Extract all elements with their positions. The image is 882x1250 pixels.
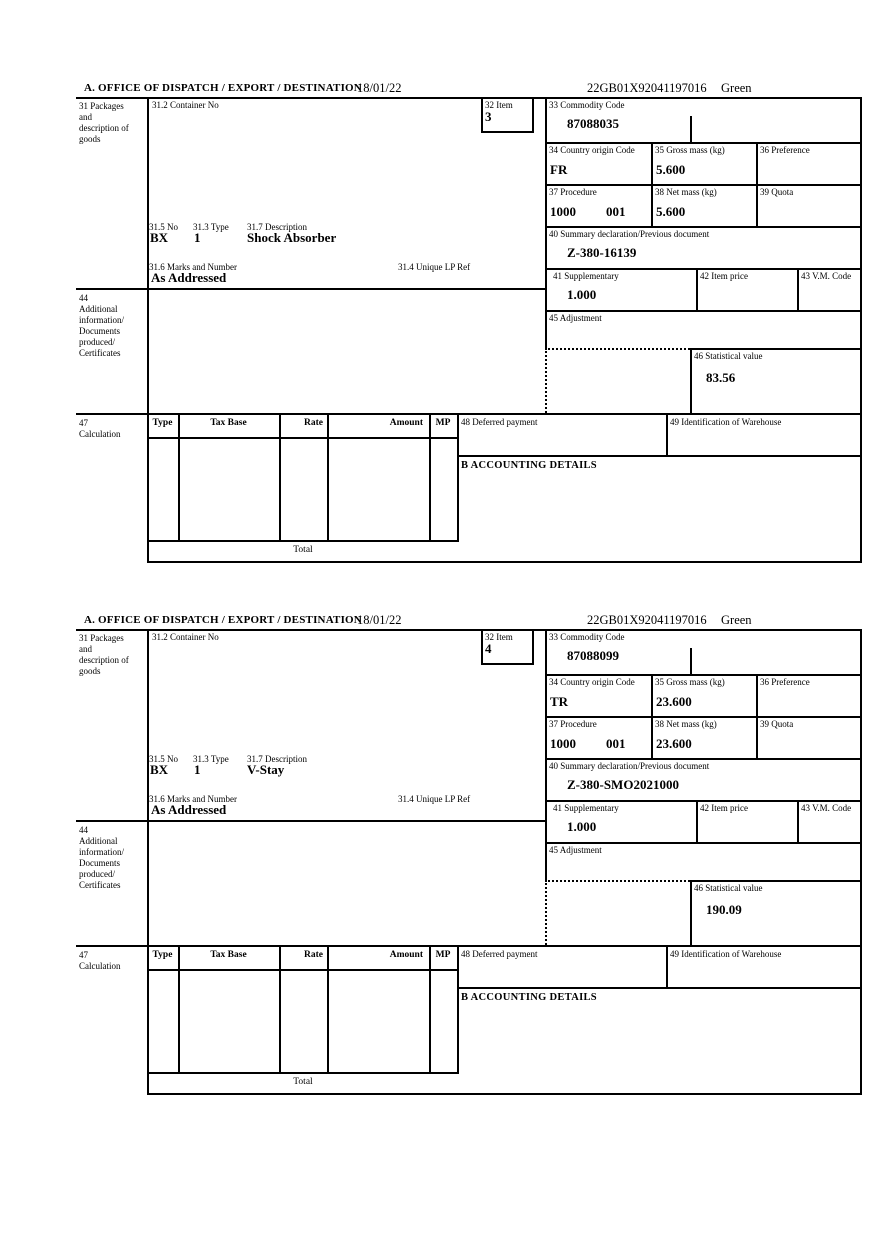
- calc-header-amount: Amount: [389, 418, 423, 428]
- package-type-label: 31.3 Type: [193, 222, 229, 232]
- calc-col1-divider: [178, 413, 180, 540]
- box40-bottom: [545, 268, 862, 270]
- box41-label: 41 Supplementary: [553, 803, 619, 813]
- lp-ref-label: 31.4 Unique LP Ref: [398, 262, 471, 272]
- country-origin-code: FR: [550, 162, 568, 177]
- calc-header-mp: MP: [435, 418, 451, 428]
- calc-right-border: [457, 413, 459, 540]
- box48-label: 48 Deferred payment: [461, 949, 538, 959]
- calc-header-amount: Amount: [389, 950, 423, 960]
- bottom-border: [147, 561, 862, 563]
- movement-reference: 22GB01X92041197016: [587, 81, 707, 95]
- lp-ref-label: 31.4 Unique LP Ref: [398, 794, 471, 804]
- box38-label: 38 Net mass (kg): [655, 187, 717, 197]
- package-kind: BX: [150, 230, 169, 245]
- supplementary-units: 1.000: [567, 819, 597, 834]
- box45-label: 45 Adjustment: [549, 845, 602, 855]
- calc-header-type: Type: [152, 950, 173, 960]
- separator-31-44: [76, 288, 547, 290]
- box33-bottom: [545, 142, 862, 144]
- net-mass: 23.600: [656, 736, 692, 751]
- box48-bottom: [457, 987, 862, 989]
- marks-value: As Addressed: [151, 802, 227, 817]
- calc-total-label: Total: [293, 545, 313, 555]
- row34-bottom: [545, 716, 862, 718]
- right-border: [860, 629, 862, 1095]
- accounting-details-label: B ACCOUNTING DETAILS: [461, 460, 597, 471]
- row37-bottom: [545, 758, 862, 760]
- box45-bottom-dotted: [545, 348, 690, 350]
- box36-label: 36 Preference: [760, 145, 810, 155]
- box47-label: Calculation: [79, 429, 121, 439]
- box36-label: 36 Preference: [760, 677, 810, 687]
- box47-number: 47: [79, 950, 88, 960]
- box37-label: 37 Procedure: [549, 719, 597, 729]
- box33-label: 33 Commodity Code: [549, 632, 625, 642]
- col-41-42-divider: [696, 268, 698, 310]
- left-inner-border: [147, 97, 149, 563]
- box47-label: Calculation: [79, 961, 121, 971]
- box37-label: 37 Procedure: [549, 187, 597, 197]
- box48-49-divider: [666, 945, 668, 987]
- box31-2-label: 31.2 Container No: [152, 100, 219, 110]
- package-type-label: 31.3 Type: [193, 754, 229, 764]
- box47-number: 47: [79, 418, 88, 428]
- bottom-border: [147, 1093, 862, 1095]
- net-mass: 5.600: [656, 204, 686, 219]
- item-number: 4: [485, 641, 492, 656]
- marks-label: 31.6 Marks and Number: [149, 794, 237, 804]
- marks-value: As Addressed: [151, 270, 227, 285]
- package-kind-label: 31.5 No: [149, 222, 178, 232]
- row41-bottom: [545, 842, 862, 844]
- section-a-title: A. OFFICE OF DISPATCH / EXPORT / DESTINATION: [84, 614, 362, 626]
- box31-2-label: 31.2 Container No: [152, 632, 219, 642]
- box33-bottom: [545, 674, 862, 676]
- calc-right-border: [457, 945, 459, 1072]
- box42-label: 42 Item price: [700, 803, 748, 813]
- top-border: [76, 629, 862, 631]
- routing-status: Green: [721, 81, 752, 95]
- calc-col3-divider: [327, 413, 329, 540]
- calc-header-type: Type: [152, 418, 173, 428]
- box42-label: 42 Item price: [700, 271, 748, 281]
- statistical-value: 190.09: [706, 902, 742, 917]
- calc-header-rate: Rate: [304, 950, 323, 960]
- gross-mass: 5.600: [656, 162, 686, 177]
- box32-label: 32 Item: [485, 100, 513, 110]
- box44-number: 44: [79, 293, 88, 303]
- right-border: [860, 97, 862, 563]
- box46-label: 46 Statistical value: [694, 883, 763, 893]
- right-column-left-border: [545, 97, 547, 350]
- col-42-43-divider: [797, 800, 799, 842]
- calc-header-rate: Rate: [304, 418, 323, 428]
- col-42-43-divider: [797, 268, 799, 310]
- routing-status: Green: [721, 613, 752, 627]
- calc-header-tax-base: Tax Base: [210, 418, 247, 428]
- left-inner-border: [147, 629, 149, 1095]
- procedure-code-2: 001: [606, 736, 626, 751]
- box46-top: [690, 348, 862, 350]
- dispatch-date: 18/01/22: [357, 81, 402, 95]
- supplementary-units: 1.000: [567, 287, 597, 302]
- box40-bottom: [545, 800, 862, 802]
- statistical-value: 83.56: [706, 370, 736, 385]
- box48-label: 48 Deferred payment: [461, 417, 538, 427]
- box32-label: 32 Item: [485, 632, 513, 642]
- calc-header-tax-base: Tax Base: [210, 950, 247, 960]
- movement-reference: 22GB01X92041197016: [587, 613, 707, 627]
- procedure-code: 1000: [550, 736, 576, 751]
- box33-label: 33 Commodity Code: [549, 100, 625, 110]
- calc-col4-divider: [429, 945, 431, 1072]
- package-kind: BX: [150, 762, 169, 777]
- box31-label: 31 Packages and description of goods: [79, 101, 129, 144]
- calc-table-bottom: [147, 1072, 459, 1074]
- box39-label: 39 Quota: [760, 719, 794, 729]
- box49-label: 49 Identification of Warehouse: [670, 949, 782, 959]
- commodity-code: 87088035: [567, 116, 619, 131]
- box44-label: Additional information/ Documents produced/ Certificates: [79, 304, 124, 358]
- calc-header-separator: [147, 437, 459, 439]
- box40-label: 40 Summary declaration/Previous document: [549, 761, 710, 771]
- box31-label: 31 Packages and description of goods: [79, 633, 129, 676]
- package-type-count: 1: [194, 762, 201, 777]
- gross-mass: 23.600: [656, 694, 692, 709]
- stat-area-left-dotted: [545, 348, 547, 413]
- box44-number: 44: [79, 825, 88, 835]
- calc-table-bottom: [147, 540, 459, 542]
- box41-label: 41 Supplementary: [553, 271, 619, 281]
- row41-bottom: [545, 310, 862, 312]
- box46-left: [690, 880, 692, 945]
- box46-label: 46 Statistical value: [694, 351, 763, 361]
- calc-total-label: Total: [293, 1077, 313, 1087]
- goods-description-label: 31.7 Description: [247, 222, 307, 232]
- box35-label: 35 Gross mass (kg): [655, 145, 725, 155]
- box34-label: 34 Country origin Code: [549, 145, 635, 155]
- calc-col2-divider: [279, 413, 281, 540]
- calc-header-mp: MP: [435, 950, 451, 960]
- box35-label: 35 Gross mass (kg): [655, 677, 725, 687]
- box46-top: [690, 880, 862, 882]
- box46-left: [690, 348, 692, 413]
- right-column-left-border: [545, 629, 547, 882]
- box45-label: 45 Adjustment: [549, 313, 602, 323]
- box43-label: 43 V.M. Code: [801, 271, 852, 281]
- form-0: [76, 80, 862, 565]
- goods-description: V-Stay: [247, 762, 285, 777]
- goods-description-label: 31.7 Description: [247, 754, 307, 764]
- previous-document: Z-380-16139: [567, 245, 637, 260]
- dispatch-date: 18/01/22: [357, 613, 402, 627]
- box38-label: 38 Net mass (kg): [655, 719, 717, 729]
- calc-header-separator: [147, 969, 459, 971]
- box39-label: 39 Quota: [760, 187, 794, 197]
- separator-31-44: [76, 820, 547, 822]
- stat-area-left-dotted: [545, 880, 547, 945]
- separator-44-47: [76, 945, 862, 947]
- top-border: [76, 97, 862, 99]
- box48-49-divider: [666, 413, 668, 455]
- box43-label: 43 V.M. Code: [801, 803, 852, 813]
- procedure-code-2: 001: [606, 204, 626, 219]
- col-41-42-divider: [696, 800, 698, 842]
- box48-bottom: [457, 455, 862, 457]
- commodity-code-divider: [690, 648, 692, 674]
- section-a-title: A. OFFICE OF DISPATCH / EXPORT / DESTINATION: [84, 82, 362, 94]
- marks-label: 31.6 Marks and Number: [149, 262, 237, 272]
- commodity-code: 87088099: [567, 648, 619, 663]
- calc-col1-divider: [178, 945, 180, 1072]
- box40-label: 40 Summary declaration/Previous document: [549, 229, 710, 239]
- form-1: [76, 612, 862, 1097]
- box49-label: 49 Identification of Warehouse: [670, 417, 782, 427]
- country-origin-code: TR: [550, 694, 569, 709]
- previous-document: Z-380-SMO2021000: [567, 777, 679, 792]
- row34-bottom: [545, 184, 862, 186]
- accounting-details-label: B ACCOUNTING DETAILS: [461, 992, 597, 1003]
- separator-44-47: [76, 413, 862, 415]
- goods-description: Shock Absorber: [247, 230, 337, 245]
- box34-label: 34 Country origin Code: [549, 677, 635, 687]
- commodity-code-divider: [690, 116, 692, 142]
- calc-col2-divider: [279, 945, 281, 1072]
- package-kind-label: 31.5 No: [149, 754, 178, 764]
- box44-label: Additional information/ Documents produced/ Certificates: [79, 836, 124, 890]
- calc-col3-divider: [327, 945, 329, 1072]
- box45-bottom-dotted: [545, 880, 690, 882]
- item-number: 3: [485, 109, 492, 124]
- package-type-count: 1: [194, 230, 201, 245]
- row37-bottom: [545, 226, 862, 228]
- procedure-code: 1000: [550, 204, 576, 219]
- calc-col4-divider: [429, 413, 431, 540]
